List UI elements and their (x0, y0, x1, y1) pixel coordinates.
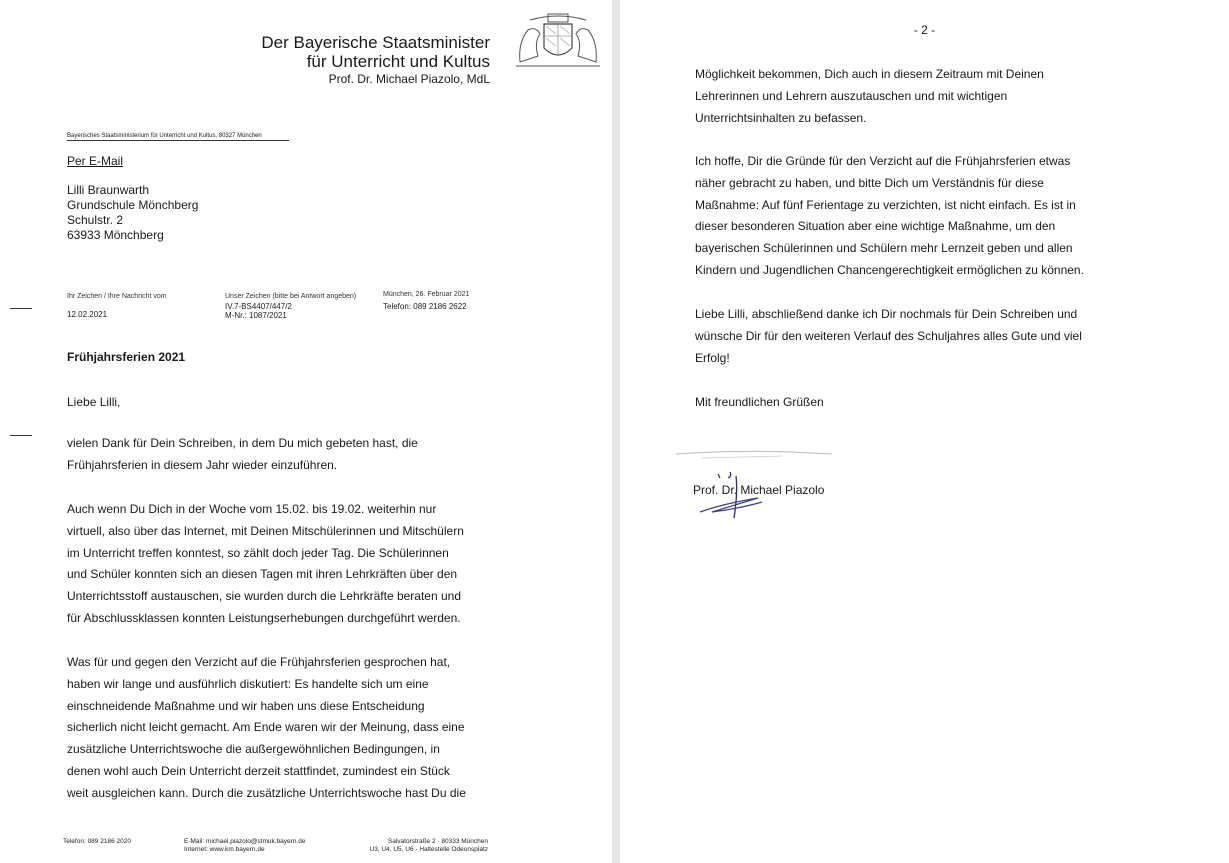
salutation: Liebe Lilli, (67, 395, 121, 409)
place-date: München, 26. Februar 2021 (383, 291, 470, 298)
recipient-street: Schulstr. 2 (67, 213, 124, 227)
our-reference-value: IV.7-BS4407/447/2 (225, 302, 292, 311)
text-line: Kindern und Jugendlichen Chancengerechtigkeit ermöglichen zu können. (695, 262, 1084, 277)
paragraph (67, 499, 464, 630)
phone-number: Telefon: 089 2186 2622 (383, 302, 467, 311)
recipient-city: 63933 Mönchberg (67, 228, 164, 242)
paragraph (67, 433, 418, 477)
closing: Mit freundlichen Grüßen (695, 395, 824, 409)
text-line: dieser besonderen Situation aber eine wichtige Maßnahme, um den (695, 219, 1056, 234)
text-line: Lehrerinnen und Lehrern auszutauschen und mit wichtigen (695, 88, 1008, 103)
footer-street: Salvatorstraße 2 · 80333 München (387, 838, 488, 845)
coat-of-arms-icon (512, 12, 604, 70)
text-line: Was für und gegen den Verzicht auf die Frühjahrsferien gesprochen hat, (67, 655, 451, 669)
text-line: einschneidende Maßnahme und wir haben uns diese Entscheidung (67, 698, 425, 713)
fold-mark (10, 308, 32, 309)
text-line: wünsche Dir für den weiteren Verlauf des Schuljahres alles Gute und viel (695, 328, 1082, 343)
our-reference-label: Unser Zeichen (bitte bei Antwort angeben) (225, 293, 357, 300)
text-line: im Unterricht treffen konntest, so zählt doch jeder Tag. Die Schülerinnen (67, 545, 449, 560)
text-line: Unterrichtsstoff austauschen, sie wurden durch die Lehrkräfte beraten und (67, 589, 462, 604)
text-line: für Abschlussklassen konnten Leistungserhebungen durchgeführt werden. (67, 610, 461, 625)
handwritten-signature-icon (672, 440, 842, 520)
m-number: M-Nr.: 1087/2021 (225, 311, 287, 320)
text-line: denen wohl auch Dein Unterricht derzeit stattfindet, zumindest ein Stück (67, 763, 450, 778)
return-address: Bayerisches Staatsministerium für Unterricht und Kultus, 80327 München (67, 133, 289, 141)
your-reference-label: Ihr Zeichen / Ihre Nachricht vom (67, 293, 167, 300)
text-line: Maßnahme: Auf fünf Ferientage zu verzichten, ist nicht einfach. Es ist in (695, 197, 1076, 212)
text-line: Unterrichtsinhalten zu befassen. (695, 110, 867, 125)
your-reference-value: 12.02.2021 (67, 310, 108, 319)
recipient-school: Grundschule Mönchberg (67, 198, 199, 212)
footer-website: Internet: www.km.bayern.de (184, 846, 265, 853)
text-line: Möglichkeit bekommen, Dich auch in diesem Zeitraum mit Deinen (695, 67, 1044, 81)
text-line: Auch wenn Du Dich in der Woche vom 15.02. bis 19.02. weiterhin nur (67, 502, 437, 516)
text-line: weit ausgleichen kann. Durch die zusätzliche Unterrichtswoche hast Du die (67, 785, 466, 800)
text-line: sicherlich nicht leicht gemacht. Am Ende waren wir der Meinung, dass eine (67, 720, 465, 735)
text-line: haben wir lange und ausführlich diskutiert: Es handelte sich um eine (67, 676, 429, 691)
footer-contact (184, 838, 305, 854)
paragraph (695, 151, 1084, 282)
paragraph (695, 64, 1044, 129)
paragraph (695, 304, 1082, 369)
letter-page-2 (620, 0, 1229, 863)
text-line: bayerischen Schülerinnen und Schülern mehr Lernzeit geben und allen (695, 241, 1073, 256)
letterhead-minister-name: Prof. Dr. Michael Piazolo, MdL (328, 72, 490, 86)
footer-transit: U3, U4, U5, U6 - Haltestelle Odeonsplatz (369, 846, 488, 853)
footer-email: E-Mail: michael.piazolo@stmuk.bayern.de (184, 838, 306, 845)
delivery-method: Per E-Mail (67, 154, 124, 168)
text-line: virtuell, also über das Internet, mit Deinen Mitschülerinnen und Mitschülern (67, 523, 464, 538)
text-line: Liebe Lilli, abschließend danke ich Dir nochmals für Dein Schreiben und (695, 307, 1078, 321)
text-line: Ich hoffe, Dir die Gründe für den Verzicht auf die Frühjahrsferien etwas (695, 154, 1071, 168)
page-number: - 2 - (913, 23, 936, 37)
text-line: Erfolg! (695, 350, 730, 365)
paragraph (67, 652, 466, 805)
text-line: näher gebracht zu haben, und bitte Dich um Verständnis für diese (695, 175, 1044, 190)
letter-page-1 (0, 0, 612, 863)
text-line: zusätzliche Unterrichtswoche die außergewöhnlichen Bedingungen, in (67, 742, 440, 757)
text-line: vielen Dank für Dein Schreiben, in dem Du mich gebeten hast, die (67, 436, 418, 450)
recipient-address (67, 183, 198, 243)
recipient-name: Lilli Braunwarth (67, 183, 150, 197)
letterhead-title: Der Bayerische Staatsminister (261, 33, 490, 52)
fold-mark (10, 435, 32, 436)
letterhead-ministry: für Unterricht und Kultus (306, 52, 490, 71)
text-line: Frühjahrsferien in diesem Jahr wieder einzuführen. (67, 457, 338, 472)
text-line: und Schüler konnten sich an diesen Tagen mit ihren Lehrkräften über den (67, 567, 458, 582)
footer-phone: Telefon: 089 2186 2020 (63, 838, 131, 845)
footer-address (370, 838, 489, 854)
signature-name: Prof. Dr. Michael Piazolo (693, 483, 825, 497)
letter-subject: Frühjahrsferien 2021 (67, 350, 186, 364)
